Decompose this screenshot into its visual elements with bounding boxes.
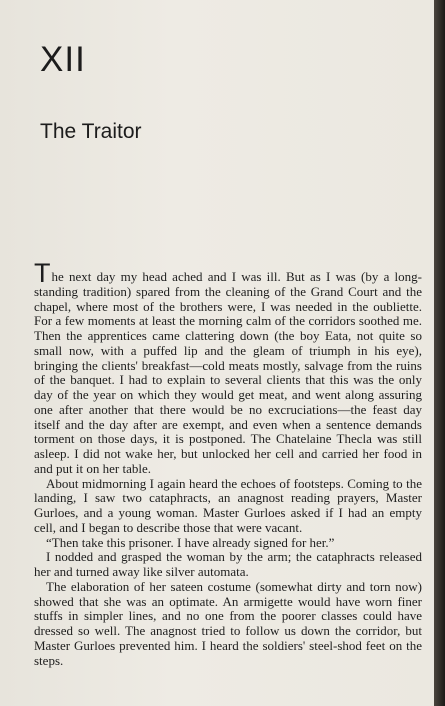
- show-through-text: [150, 4, 410, 14]
- paragraph: The elaboration of her sateen costume (somewhat dirty and torn now) showed that she was an optimate. An armigette would have worn finer stuffs in simpler lines, and no one from the poorer classes could have dressed so well. The anagnost tried to follow us down the corridor, but Master Gurloes prevented him. I heard the soldiers' steel-shod feet on the steps.: [34, 578, 422, 668]
- page-edge-shadow: [434, 0, 445, 706]
- drop-cap: T: [34, 258, 51, 288]
- paragraph: “Then take this prisoner. I have already signed for her.”: [46, 534, 335, 550]
- paragraph-text: he next day my head ached and I was ill. But as I was (by a long-standing tradition) spared from the cleaning of the Grand Court and the chapel, where most of the brothers were, I was needed in the oubliette. For a few moments at least the morning calm of the corridors soothed me. Then the apprentices came clattering down (the boy Eata, not quite so small now, with a puffed lip and the gleam of triumph in his eye), bringing the clients' breakfast—cold meats mostly, salvage from the ruins of the banquet. I had to explain to several clients that this was the only day of the year on which they would get meat, and went along assuring one after another that there would be no excruciations—the feast day itself and the day after are exempt, and even when a sentence demands torment on those days, it is postponed. The Chatelaine Thecla was still asleep. I did not wake her, but unlocked her cell and carried her food in and put it on her table.: [34, 269, 422, 476]
- paragraph: [34, 258, 422, 477]
- body-text: [34, 258, 422, 668]
- paragraph: I nodded and grasped the woman by the arm; the cataphracts released her and turned away like silver automata.: [34, 549, 422, 579]
- paragraph: About midmorning I again heard the echoes of footsteps. Coming to the landing, I saw two cataphracts, an anagnost reading prayers, Master Gurloes, and a young woman. Master Gurloes asked if I had an empty cell, and I began to describe those that were vacant.: [34, 475, 422, 535]
- chapter-number: XII: [40, 40, 86, 79]
- chapter-title: The Traitor: [40, 120, 142, 143]
